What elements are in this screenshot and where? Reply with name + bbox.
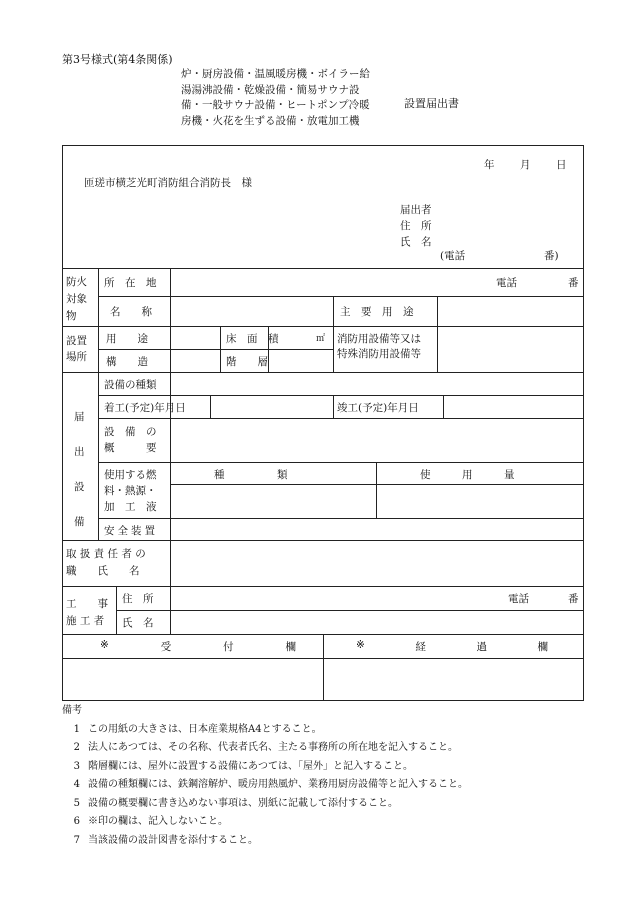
note-number: 5 xyxy=(73,797,80,809)
structure-label: 構 造 xyxy=(106,356,148,368)
equipment-section-label-char: 設 xyxy=(74,481,85,493)
reception-header-char: 付 xyxy=(223,641,234,653)
note-text: 階層欄には、屋外に設置する設備にあつては、「屋外」と記入すること。 xyxy=(88,760,413,772)
area-unit: ㎡ xyxy=(316,334,326,344)
location-phone-label: 電話 xyxy=(496,277,517,289)
notifier-name-label: 氏 名 xyxy=(400,236,432,248)
row-divider xyxy=(62,540,584,541)
fuel-label xyxy=(104,467,157,515)
install-place-label-line: 場所 xyxy=(66,351,87,363)
start-date-label: 着工(予定)年月日 xyxy=(104,402,186,414)
progress-header xyxy=(356,639,548,654)
column-divider xyxy=(443,395,444,418)
equipment-kind-label: 設備の種類 xyxy=(104,379,157,391)
note-number: 7 xyxy=(73,834,80,846)
reception-header-char: 欄 xyxy=(285,641,296,653)
outline-label-line: 概 要 xyxy=(104,442,157,454)
note-text: この用紙の大きさは、日本産業規格A4とすること。 xyxy=(88,723,322,735)
column-divider xyxy=(220,326,221,372)
column-divider xyxy=(210,395,211,418)
column-divider xyxy=(437,296,438,326)
equipment-list-line: 炉・厨房設備・温風暖房機・ボイラー給 xyxy=(181,68,370,80)
fire-equipment-label-line: 特殊消防用設備等 xyxy=(337,348,421,360)
fire-object-label-line: 対象 xyxy=(66,293,87,305)
install-place-label xyxy=(66,333,87,365)
fuel-type-header: 種 類 xyxy=(214,469,288,481)
column-divider xyxy=(437,326,438,372)
note-text: 設備の種類欄には、鉄鋼溶解炉、暖房用熱風炉、業務用厨房設備等と記入すること。 xyxy=(88,779,468,790)
row-divider xyxy=(62,372,584,373)
fire-object-label-line: 防火 xyxy=(66,276,87,288)
reception-header-char: ※ xyxy=(100,639,109,651)
date-month: 月 xyxy=(520,159,531,171)
notes-title: 備考 xyxy=(62,705,82,716)
safety-device-label: 安全装置 xyxy=(104,525,158,537)
note-number: 6 xyxy=(73,816,80,827)
location-label: 所 在 地 xyxy=(104,277,157,289)
fire-equipment-label-line: 消防用設備等又は xyxy=(337,333,421,345)
progress-header-char: 経 xyxy=(415,641,426,653)
date-day: 日 xyxy=(556,159,567,171)
notes xyxy=(62,702,468,850)
constructor-address-label: 住 所 xyxy=(122,593,154,605)
constructor-phone-suffix: 番 xyxy=(568,593,579,605)
constructor-phone-label: 電話 xyxy=(508,593,529,605)
outline-label-line: 設 備 の xyxy=(104,426,157,438)
progress-header-char: 欄 xyxy=(537,641,548,653)
equipment-list-line: 房機・火花を生ずる設備・放電加工機 xyxy=(181,114,360,127)
equipment-section-label-char: 届 xyxy=(74,411,85,423)
note-number: 3 xyxy=(73,760,80,772)
note-text: 法人にあつては、その名称、代表者氏名、主たる事務所の所在地を記入すること。 xyxy=(88,742,458,753)
column-divider xyxy=(333,326,334,372)
fire-object-label xyxy=(66,274,87,325)
column-divider xyxy=(333,296,334,326)
note-item xyxy=(62,813,468,832)
fire-equipment-label xyxy=(337,332,421,362)
row-divider xyxy=(170,484,584,485)
constructor-label-line: 施 工 者 xyxy=(66,615,105,627)
equipment-section-label xyxy=(74,400,85,540)
column-divider xyxy=(333,395,334,418)
note-number: 2 xyxy=(73,742,80,753)
finish-date-label: 竣工(予定)年月日 xyxy=(337,402,419,414)
row-divider xyxy=(62,586,584,587)
column-divider xyxy=(98,268,99,540)
manager-label-line: 職 氏 名 xyxy=(66,565,140,577)
note-item xyxy=(62,739,468,758)
column-divider xyxy=(323,634,324,701)
outline-label xyxy=(104,424,157,456)
floor-level-label: 階 層 xyxy=(226,356,268,368)
note-text: 設備の概要欄に書き込めない事項は、別紙に記載して添付すること。 xyxy=(88,797,398,809)
document-title: 設置届出書 xyxy=(404,97,459,110)
facility-name-label: 名 称 xyxy=(110,306,152,318)
fire-object-label-line: 物 xyxy=(66,310,77,322)
equipment-section-label-char: 備 xyxy=(74,516,85,528)
manager-label-line: 取 扱 責 任 者 の xyxy=(66,548,146,560)
main-use-label: 主 要 用 途 xyxy=(340,306,414,318)
note-text: ※印の欄は、記入しないこと。 xyxy=(88,816,228,827)
progress-header-char: ※ xyxy=(356,639,365,651)
note-item xyxy=(62,758,468,777)
note-number: 1 xyxy=(73,723,80,735)
form-number: 第3号様式(第4条関係) xyxy=(62,53,173,66)
fuel-label-line: 料・熱源・ xyxy=(104,485,157,497)
use-label: 用 途 xyxy=(106,333,148,345)
date-year: 年 xyxy=(484,159,495,171)
notifier-address-label: 住 所 xyxy=(400,220,432,232)
notifier-phone-open: (電話 xyxy=(440,250,466,262)
row-divider xyxy=(98,349,333,350)
manager-label xyxy=(66,546,146,580)
progress-header-char: 過 xyxy=(476,641,487,653)
fuel-usage-header: 使 用 量 xyxy=(420,469,515,481)
equipment-list xyxy=(181,67,401,129)
note-item xyxy=(62,832,468,851)
fuel-label-line: 加 工 液 xyxy=(104,501,157,513)
row-divider xyxy=(62,326,584,327)
fuel-label-line: 使用する燃 xyxy=(104,469,157,481)
floor-area-label: 床 面 積 xyxy=(226,333,279,345)
row-divider xyxy=(62,268,584,269)
column-divider xyxy=(116,586,117,634)
reception-header xyxy=(100,639,296,654)
row-divider xyxy=(116,610,584,611)
column-divider xyxy=(376,462,377,518)
column-divider xyxy=(170,268,171,634)
equipment-list-line: 湯湯沸設備・乾燥設備・簡易サウナ設 xyxy=(181,83,360,96)
equipment-section-label-char: 出 xyxy=(74,446,85,458)
note-text: 当該設備の設計図書を添付すること。 xyxy=(88,834,258,846)
note-number: 4 xyxy=(73,779,80,790)
note-item xyxy=(62,795,468,814)
notifier-label: 届出者 xyxy=(400,204,432,216)
install-place-label-line: 設置 xyxy=(66,335,87,347)
constructor-label xyxy=(66,596,108,630)
constructor-name-label: 氏 名 xyxy=(122,617,154,629)
note-item xyxy=(62,721,468,740)
constructor-label-line: 工 事 xyxy=(66,598,108,610)
addressee: 匝瑳市横芝光町消防組合消防長 様 xyxy=(84,177,252,189)
reception-header-char: 受 xyxy=(160,641,172,653)
equipment-list-line: 備・一般サウナ設備・ヒートポンプ冷暖 xyxy=(181,99,370,111)
note-item xyxy=(62,776,468,795)
notifier-phone-close: 番) xyxy=(544,250,559,262)
location-phone-suffix: 番 xyxy=(568,277,579,289)
